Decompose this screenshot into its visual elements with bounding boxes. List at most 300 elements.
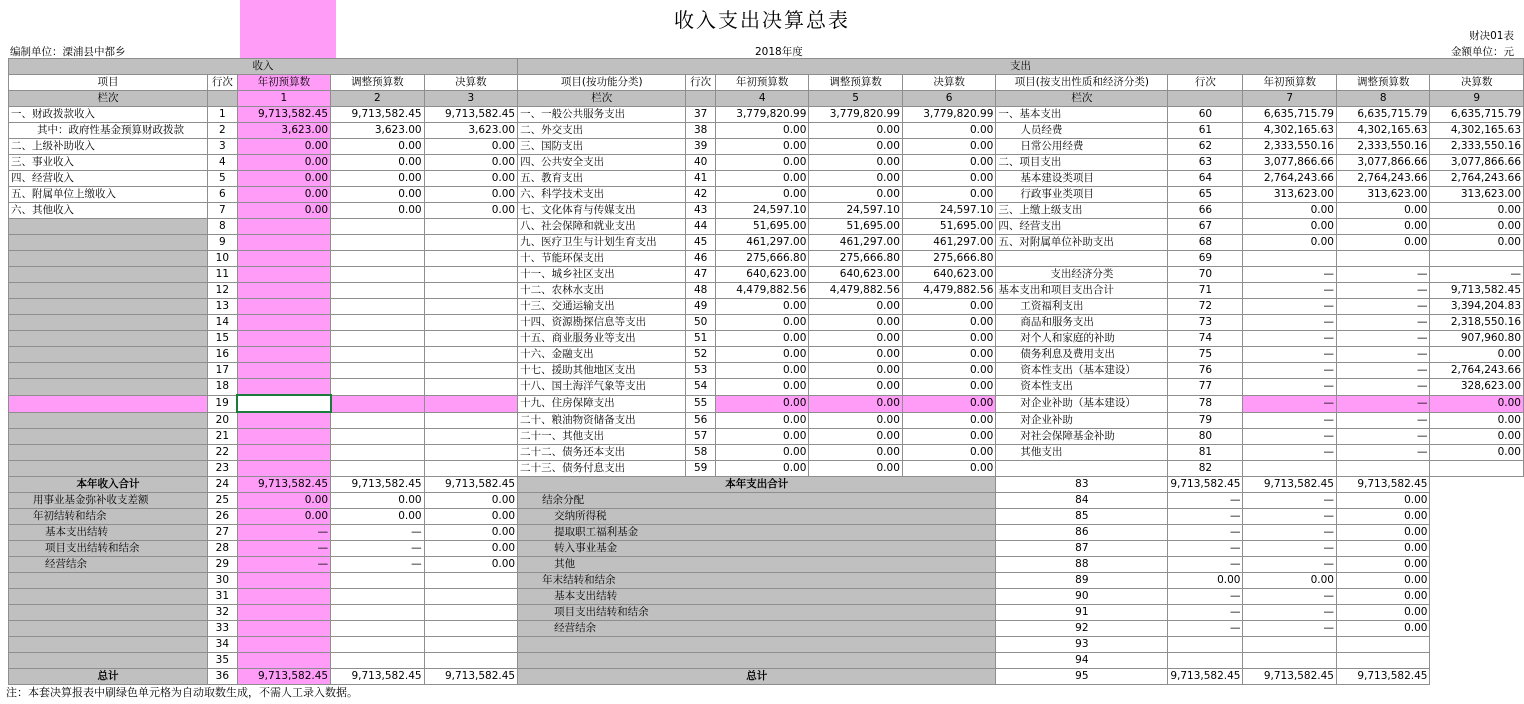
income-item-cell[interactable]	[9, 299, 208, 315]
line-number-cell[interactable]: 66	[1168, 203, 1243, 219]
expense-final-cell[interactable]: 0.00	[1336, 541, 1429, 557]
expense-summary-label[interactable]: 结余分配	[518, 493, 996, 509]
expense-final-cell[interactable]: 2,318,550.16	[1430, 315, 1524, 331]
income-final-cell[interactable]: 0.00	[424, 525, 517, 541]
income-item-cell[interactable]	[9, 267, 208, 283]
income-adjust-cell[interactable]: 0.00	[331, 171, 424, 187]
line-number-cell[interactable]: 82	[1168, 461, 1243, 477]
income-final-cell[interactable]	[424, 283, 517, 299]
income-adjust-cell[interactable]	[331, 347, 424, 363]
expense-final-cell[interactable]: 51,695.00	[902, 219, 995, 235]
income-initial-cell[interactable]	[237, 267, 330, 283]
expense-final-cell[interactable]: 0.00	[1336, 493, 1429, 509]
line-number-cell[interactable]: 91	[996, 605, 1168, 621]
expense-final-cell[interactable]: 0.00	[1430, 429, 1524, 445]
expense-adjust-cell[interactable]: 9,713,582.45	[1243, 669, 1336, 685]
line-number-cell[interactable]: 54	[686, 379, 716, 396]
line-number-cell[interactable]: 25	[208, 493, 238, 509]
expense-econ-item-cell[interactable]: 基本建设类项目	[996, 171, 1168, 187]
expense-final-cell[interactable]: 0.00	[902, 139, 995, 155]
expense-func-item-cell[interactable]: 四、公共安全支出	[518, 155, 686, 171]
income-initial-cell[interactable]	[237, 299, 330, 315]
expense-initial-cell[interactable]: 0.00	[715, 331, 808, 347]
expense-func-item-cell[interactable]: 十五、商业服务业等支出	[518, 331, 686, 347]
expense-final-cell[interactable]	[1336, 653, 1429, 669]
expense-final-cell[interactable]: 24,597.10	[902, 203, 995, 219]
income-adjust-cell[interactable]	[331, 589, 424, 605]
expense-adjust-cell[interactable]: 0.00	[809, 171, 902, 187]
expense-summary-label[interactable]: 本年支出合计	[518, 477, 996, 493]
expense-final-cell[interactable]: 4,479,882.56	[902, 283, 995, 299]
expense-econ-item-cell[interactable]: 三、上缴上级支出	[996, 203, 1168, 219]
line-number-cell[interactable]: 92	[996, 621, 1168, 637]
line-number-cell[interactable]: 43	[686, 203, 716, 219]
expense-final-cell[interactable]: 0.00	[1336, 509, 1429, 525]
expense-final-cell[interactable]: 0.00	[1430, 445, 1524, 461]
line-number-cell[interactable]: 73	[1168, 315, 1243, 331]
expense-initial-cell[interactable]: 0.00	[715, 347, 808, 363]
income-final-cell[interactable]	[424, 251, 517, 267]
expense-final-cell[interactable]: 3,779,820.99	[902, 107, 995, 123]
income-item-cell[interactable]: 二、上级补助收入	[9, 139, 208, 155]
expense-initial-cell[interactable]: —	[1168, 605, 1243, 621]
line-number-cell[interactable]: 17	[208, 363, 238, 379]
line-number-cell[interactable]: 6	[208, 187, 238, 203]
expense-adjust-cell[interactable]: —	[1336, 347, 1429, 363]
line-number-cell[interactable]: 47	[686, 267, 716, 283]
expense-initial-cell[interactable]: —	[1243, 445, 1336, 461]
line-number-cell[interactable]: 2	[208, 123, 238, 139]
income-adjust-cell[interactable]: 9,713,582.45	[331, 477, 424, 493]
line-number-cell[interactable]: 65	[1168, 187, 1243, 203]
expense-econ-item-cell[interactable]: 资本性支出（基本建设）	[996, 363, 1168, 379]
line-number-cell[interactable]: 84	[996, 493, 1168, 509]
income-initial-cell[interactable]: —	[237, 525, 330, 541]
expense-econ-item-cell[interactable]: 人员经费	[996, 123, 1168, 139]
income-final-cell[interactable]: 0.00	[424, 509, 517, 525]
expense-econ-item-cell[interactable]: 一、基本支出	[996, 107, 1168, 123]
expense-initial-cell[interactable]: 0.00	[715, 461, 808, 477]
line-number-cell[interactable]: 16	[208, 347, 238, 363]
expense-final-cell[interactable]: 6,635,715.79	[1430, 107, 1524, 123]
expense-final-cell[interactable]: 4,302,165.63	[1430, 123, 1524, 139]
income-initial-cell[interactable]: 9,713,582.45	[237, 107, 330, 123]
expense-final-cell[interactable]: 0.00	[1336, 621, 1429, 637]
income-item-cell[interactable]	[9, 429, 208, 445]
income-item-cell[interactable]	[9, 283, 208, 299]
expense-summary-label[interactable]: 基本支出结转	[518, 589, 996, 605]
expense-initial-cell[interactable]: 640,623.00	[715, 267, 808, 283]
expense-initial-cell[interactable]: 0.00	[1168, 573, 1243, 589]
expense-initial-cell[interactable]: —	[1168, 557, 1243, 573]
income-adjust-cell[interactable]: 0.00	[331, 139, 424, 155]
expense-final-cell[interactable]: 2,764,243.66	[1430, 171, 1524, 187]
expense-adjust-cell[interactable]	[1243, 653, 1336, 669]
expense-final-cell[interactable]: 0.00	[902, 347, 995, 363]
expense-initial-cell[interactable]: 0.00	[1243, 219, 1336, 235]
income-final-cell[interactable]	[424, 589, 517, 605]
expense-final-cell[interactable]: 328,623.00	[1430, 379, 1524, 396]
expense-initial-cell[interactable]: 24,597.10	[715, 203, 808, 219]
income-initial-cell[interactable]	[237, 395, 330, 412]
expense-adjust-cell[interactable]: 0.00	[809, 155, 902, 171]
expense-initial-cell[interactable]: 51,695.00	[715, 219, 808, 235]
expense-adjust-cell[interactable]: —	[1243, 621, 1336, 637]
expense-initial-cell[interactable]: 0.00	[1243, 235, 1336, 251]
income-adjust-cell[interactable]	[331, 299, 424, 315]
line-number-cell[interactable]: 35	[208, 653, 238, 669]
income-initial-cell[interactable]: 0.00	[237, 155, 330, 171]
expense-initial-cell[interactable]: —	[1168, 621, 1243, 637]
income-final-cell[interactable]: 9,713,582.45	[424, 669, 517, 685]
expense-final-cell[interactable]: 0.00	[1430, 395, 1524, 412]
expense-summary-label[interactable]	[518, 637, 996, 653]
line-number-cell[interactable]: 38	[686, 123, 716, 139]
expense-initial-cell[interactable]	[1243, 251, 1336, 267]
line-number-cell[interactable]: 87	[996, 541, 1168, 557]
expense-initial-cell[interactable]: —	[1168, 493, 1243, 509]
line-number-cell[interactable]: 42	[686, 187, 716, 203]
line-number-cell[interactable]: 20	[208, 412, 238, 429]
expense-initial-cell[interactable]: —	[1168, 589, 1243, 605]
expense-adjust-cell[interactable]: —	[1243, 509, 1336, 525]
income-item-cell[interactable]	[9, 235, 208, 251]
expense-adjust-cell[interactable]: 24,597.10	[809, 203, 902, 219]
line-number-cell[interactable]: 76	[1168, 363, 1243, 379]
income-initial-cell[interactable]: 0.00	[237, 509, 330, 525]
expense-final-cell[interactable]	[1430, 461, 1524, 477]
expense-func-item-cell[interactable]: 十八、国土海洋气象等支出	[518, 379, 686, 396]
line-number-cell[interactable]: 86	[996, 525, 1168, 541]
expense-func-item-cell[interactable]: 二十三、债务付息支出	[518, 461, 686, 477]
income-adjust-cell[interactable]	[331, 379, 424, 396]
expense-summary-label[interactable]: 项目支出结转和结余	[518, 605, 996, 621]
expense-adjust-cell[interactable]: 2,764,243.66	[1336, 171, 1429, 187]
expense-initial-cell[interactable]	[1243, 461, 1336, 477]
income-final-cell[interactable]: 0.00	[424, 187, 517, 203]
line-number-cell[interactable]: 61	[1168, 123, 1243, 139]
income-summary-label[interactable]: 本年收入合计	[9, 477, 208, 493]
expense-adjust-cell[interactable]: —	[1243, 605, 1336, 621]
income-initial-cell[interactable]: 9,713,582.45	[237, 669, 330, 685]
expense-summary-label[interactable]: 经营结余	[518, 621, 996, 637]
expense-adjust-cell[interactable]: 4,302,165.63	[1336, 123, 1429, 139]
line-number-cell[interactable]: 88	[996, 557, 1168, 573]
income-initial-cell[interactable]: —	[237, 557, 330, 573]
line-number-cell[interactable]: 1	[208, 107, 238, 123]
expense-adjust-cell[interactable]: —	[1336, 363, 1429, 379]
expense-initial-cell[interactable]	[1168, 637, 1243, 653]
income-initial-cell[interactable]: 0.00	[237, 187, 330, 203]
expense-initial-cell[interactable]: —	[1243, 395, 1336, 412]
expense-final-cell[interactable]: 0.00	[902, 315, 995, 331]
expense-initial-cell[interactable]: 2,764,243.66	[1243, 171, 1336, 187]
income-final-cell[interactable]: 3,623.00	[424, 123, 517, 139]
income-adjust-cell[interactable]: 9,713,582.45	[331, 107, 424, 123]
income-item-cell[interactable]	[9, 461, 208, 477]
expense-final-cell[interactable]: —	[1430, 267, 1524, 283]
expense-func-item-cell[interactable]: 二、外交支出	[518, 123, 686, 139]
expense-initial-cell[interactable]: 0.00	[715, 299, 808, 315]
expense-adjust-cell[interactable]: —	[1336, 412, 1429, 429]
expense-econ-item-cell[interactable]	[996, 461, 1168, 477]
expense-final-cell[interactable]: 0.00	[1336, 589, 1429, 605]
income-final-cell[interactable]	[424, 461, 517, 477]
expense-adjust-cell[interactable]: 9,713,582.45	[1243, 477, 1336, 493]
expense-econ-item-cell[interactable]: 对个人和家庭的补助	[996, 331, 1168, 347]
expense-func-item-cell[interactable]: 十七、援助其他地区支出	[518, 363, 686, 379]
income-summary-label[interactable]: 项目支出结转和结余	[9, 541, 208, 557]
income-adjust-cell[interactable]	[331, 251, 424, 267]
income-final-cell[interactable]: 9,713,582.45	[424, 107, 517, 123]
income-initial-cell[interactable]	[237, 363, 330, 379]
income-item-cell[interactable]: 四、经营收入	[9, 171, 208, 187]
expense-final-cell[interactable]: 0.00	[1336, 573, 1429, 589]
line-number-cell[interactable]: 48	[686, 283, 716, 299]
income-initial-cell[interactable]	[237, 283, 330, 299]
income-adjust-cell[interactable]	[331, 412, 424, 429]
expense-final-cell[interactable]: 9,713,582.45	[1430, 283, 1524, 299]
income-adjust-cell[interactable]	[331, 283, 424, 299]
expense-initial-cell[interactable]: —	[1243, 267, 1336, 283]
line-number-cell[interactable]: 56	[686, 412, 716, 429]
income-final-cell[interactable]	[424, 445, 517, 461]
income-item-cell[interactable]: 六、其他收入	[9, 203, 208, 219]
income-final-cell[interactable]	[424, 379, 517, 396]
income-adjust-cell[interactable]: 9,713,582.45	[331, 669, 424, 685]
expense-adjust-cell[interactable]: —	[1243, 493, 1336, 509]
expense-adjust-cell[interactable]: —	[1243, 589, 1336, 605]
expense-initial-cell[interactable]: 3,077,866.66	[1243, 155, 1336, 171]
line-number-cell[interactable]: 5	[208, 171, 238, 187]
income-item-cell[interactable]	[9, 347, 208, 363]
expense-initial-cell[interactable]: 313,623.00	[1243, 187, 1336, 203]
expense-econ-item-cell[interactable]: 日常公用经费	[996, 139, 1168, 155]
expense-econ-item-cell[interactable]: 对社会保障基金补助	[996, 429, 1168, 445]
line-number-cell[interactable]: 80	[1168, 429, 1243, 445]
expense-adjust-cell[interactable]	[1243, 637, 1336, 653]
expense-final-cell[interactable]: 3,077,866.66	[1430, 155, 1524, 171]
expense-adjust-cell[interactable]: —	[1243, 541, 1336, 557]
line-number-cell[interactable]: 9	[208, 235, 238, 251]
expense-initial-cell[interactable]: —	[1243, 347, 1336, 363]
income-final-cell[interactable]: 0.00	[424, 493, 517, 509]
income-initial-cell[interactable]	[237, 589, 330, 605]
income-adjust-cell[interactable]	[331, 331, 424, 347]
income-final-cell[interactable]	[424, 363, 517, 379]
expense-initial-cell[interactable]: 2,333,550.16	[1243, 139, 1336, 155]
income-initial-cell[interactable]: 0.00	[237, 493, 330, 509]
line-number-cell[interactable]: 94	[996, 653, 1168, 669]
expense-func-item-cell[interactable]: 九、医疗卫生与计划生育支出	[518, 235, 686, 251]
line-number-cell[interactable]: 78	[1168, 395, 1243, 412]
line-number-cell[interactable]: 57	[686, 429, 716, 445]
expense-econ-item-cell[interactable]: 其他支出	[996, 445, 1168, 461]
expense-summary-label[interactable]: 其他	[518, 557, 996, 573]
expense-final-cell[interactable]: 2,333,550.16	[1430, 139, 1524, 155]
expense-adjust-cell[interactable]: —	[1336, 445, 1429, 461]
income-initial-cell[interactable]	[237, 379, 330, 396]
income-initial-cell[interactable]: 3,623.00	[237, 123, 330, 139]
expense-initial-cell[interactable]: 0.00	[715, 395, 808, 412]
expense-econ-item-cell[interactable]: 债务利息及费用支出	[996, 347, 1168, 363]
income-item-cell[interactable]	[9, 251, 208, 267]
line-number-cell[interactable]: 22	[208, 445, 238, 461]
expense-final-cell[interactable]: 275,666.80	[902, 251, 995, 267]
expense-final-cell[interactable]: 0.00	[1430, 412, 1524, 429]
expense-initial-cell[interactable]: 0.00	[715, 171, 808, 187]
line-number-cell[interactable]: 27	[208, 525, 238, 541]
expense-summary-label[interactable]: 总计	[518, 669, 996, 685]
expense-adjust-cell[interactable]: 3,779,820.99	[809, 107, 902, 123]
income-final-cell[interactable]	[424, 653, 517, 669]
expense-econ-item-cell[interactable]: 四、经营支出	[996, 219, 1168, 235]
line-number-cell[interactable]: 49	[686, 299, 716, 315]
expense-summary-label[interactable]: 提取职工福利基金	[518, 525, 996, 541]
expense-adjust-cell[interactable]: 0.00	[809, 461, 902, 477]
expense-final-cell[interactable]: 461,297.00	[902, 235, 995, 251]
expense-adjust-cell[interactable]: 461,297.00	[809, 235, 902, 251]
expense-econ-item-cell[interactable]: 行政事业类项目	[996, 187, 1168, 203]
line-number-cell[interactable]: 89	[996, 573, 1168, 589]
income-final-cell[interactable]: 0.00	[424, 171, 517, 187]
line-number-cell[interactable]: 62	[1168, 139, 1243, 155]
expense-final-cell[interactable]: 0.00	[902, 123, 995, 139]
expense-final-cell[interactable]: 9,713,582.45	[1336, 477, 1429, 493]
income-final-cell[interactable]	[424, 267, 517, 283]
income-final-cell[interactable]	[424, 315, 517, 331]
expense-initial-cell[interactable]: 461,297.00	[715, 235, 808, 251]
expense-initial-cell[interactable]: 0.00	[715, 412, 808, 429]
expense-final-cell[interactable]: 0.00	[902, 379, 995, 396]
expense-func-item-cell[interactable]: 二十、粮油物资储备支出	[518, 412, 686, 429]
line-number-cell[interactable]: 11	[208, 267, 238, 283]
income-summary-label[interactable]	[9, 605, 208, 621]
line-number-cell[interactable]: 93	[996, 637, 1168, 653]
expense-final-cell[interactable]	[1336, 637, 1429, 653]
expense-initial-cell[interactable]	[1168, 653, 1243, 669]
line-number-cell[interactable]: 50	[686, 315, 716, 331]
expense-adjust-cell[interactable]: 0.00	[1336, 235, 1429, 251]
expense-adjust-cell[interactable]: —	[1336, 395, 1429, 412]
income-initial-cell[interactable]	[237, 429, 330, 445]
income-adjust-cell[interactable]	[331, 445, 424, 461]
expense-adjust-cell[interactable]: 4,479,882.56	[809, 283, 902, 299]
income-initial-cell[interactable]: 0.00	[237, 171, 330, 187]
line-number-cell[interactable]: 77	[1168, 379, 1243, 396]
income-final-cell[interactable]	[424, 605, 517, 621]
income-item-cell[interactable]	[9, 379, 208, 396]
expense-func-item-cell[interactable]: 二十二、债务还本支出	[518, 445, 686, 461]
income-final-cell[interactable]	[424, 429, 517, 445]
income-adjust-cell[interactable]	[331, 429, 424, 445]
income-adjust-cell[interactable]: 0.00	[331, 187, 424, 203]
income-initial-cell[interactable]	[237, 412, 330, 429]
expense-func-item-cell[interactable]: 六、科学技术支出	[518, 187, 686, 203]
expense-final-cell[interactable]: 2,764,243.66	[1430, 363, 1524, 379]
income-initial-cell[interactable]	[237, 621, 330, 637]
line-number-cell[interactable]: 79	[1168, 412, 1243, 429]
expense-final-cell[interactable]: 0.00	[902, 299, 995, 315]
income-summary-label[interactable]: 用事业基金弥补收支差额	[9, 493, 208, 509]
line-number-cell[interactable]: 39	[686, 139, 716, 155]
income-item-cell[interactable]: 五、附属单位上缴收入	[9, 187, 208, 203]
expense-initial-cell[interactable]: 0.00	[715, 187, 808, 203]
expense-initial-cell[interactable]: —	[1168, 541, 1243, 557]
expense-final-cell[interactable]: 9,713,582.45	[1336, 669, 1429, 685]
line-number-cell[interactable]: 28	[208, 541, 238, 557]
expense-initial-cell[interactable]: 0.00	[715, 445, 808, 461]
expense-summary-label[interactable]: 交纳所得税	[518, 509, 996, 525]
income-initial-cell[interactable]	[237, 315, 330, 331]
expense-final-cell[interactable]: 3,394,204.83	[1430, 299, 1524, 315]
line-number-cell[interactable]: 72	[1168, 299, 1243, 315]
income-summary-label[interactable]: 基本支出结转	[9, 525, 208, 541]
expense-econ-item-cell[interactable]: 五、对附属单位补助支出	[996, 235, 1168, 251]
line-number-cell[interactable]: 59	[686, 461, 716, 477]
expense-initial-cell[interactable]: 0.00	[1243, 203, 1336, 219]
income-adjust-cell[interactable]	[331, 605, 424, 621]
expense-adjust-cell[interactable]: 0.00	[1243, 573, 1336, 589]
expense-adjust-cell[interactable]: 0.00	[1336, 219, 1429, 235]
income-initial-cell[interactable]	[237, 637, 330, 653]
line-number-cell[interactable]: 41	[686, 171, 716, 187]
income-item-cell[interactable]	[9, 412, 208, 429]
expense-adjust-cell[interactable]: 275,666.80	[809, 251, 902, 267]
line-number-cell[interactable]: 71	[1168, 283, 1243, 299]
expense-summary-label[interactable]: 转入事业基金	[518, 541, 996, 557]
expense-initial-cell[interactable]: —	[1243, 283, 1336, 299]
income-summary-label[interactable]	[9, 589, 208, 605]
expense-initial-cell[interactable]: —	[1243, 299, 1336, 315]
income-item-cell[interactable]	[9, 363, 208, 379]
income-adjust-cell[interactable]: 0.00	[331, 509, 424, 525]
income-adjust-cell[interactable]	[331, 461, 424, 477]
income-initial-cell[interactable]	[237, 445, 330, 461]
line-number-cell[interactable]: 64	[1168, 171, 1243, 187]
line-number-cell[interactable]: 14	[208, 315, 238, 331]
income-summary-label[interactable]	[9, 621, 208, 637]
expense-final-cell[interactable]: 0.00	[1430, 203, 1524, 219]
income-initial-cell[interactable]	[237, 573, 330, 589]
line-number-cell[interactable]: 15	[208, 331, 238, 347]
expense-func-item-cell[interactable]: 三、国防支出	[518, 139, 686, 155]
income-summary-label[interactable]: 年初结转和结余	[9, 509, 208, 525]
expense-initial-cell[interactable]: 0.00	[715, 363, 808, 379]
expense-initial-cell[interactable]: —	[1168, 509, 1243, 525]
expense-initial-cell[interactable]: —	[1243, 379, 1336, 396]
income-initial-cell[interactable]: 0.00	[237, 139, 330, 155]
expense-func-item-cell[interactable]: 十一、城乡社区支出	[518, 267, 686, 283]
line-number-cell[interactable]: 12	[208, 283, 238, 299]
line-number-cell[interactable]: 83	[996, 477, 1168, 493]
expense-func-item-cell[interactable]: 五、教育支出	[518, 171, 686, 187]
expense-adjust-cell[interactable]: —	[1336, 379, 1429, 396]
income-summary-label[interactable]	[9, 653, 208, 669]
expense-adjust-cell[interactable]: 0.00	[809, 315, 902, 331]
expense-final-cell[interactable]: 0.00	[902, 155, 995, 171]
line-number-cell[interactable]: 33	[208, 621, 238, 637]
income-adjust-cell[interactable]	[331, 621, 424, 637]
income-item-cell[interactable]	[9, 331, 208, 347]
expense-initial-cell[interactable]: 0.00	[715, 315, 808, 331]
line-number-cell[interactable]: 70	[1168, 267, 1243, 283]
income-final-cell[interactable]	[424, 637, 517, 653]
income-item-cell[interactable]	[9, 445, 208, 461]
expense-func-item-cell[interactable]: 八、社会保障和就业支出	[518, 219, 686, 235]
line-number-cell[interactable]: 68	[1168, 235, 1243, 251]
expense-final-cell[interactable]: 0.00	[1430, 347, 1524, 363]
